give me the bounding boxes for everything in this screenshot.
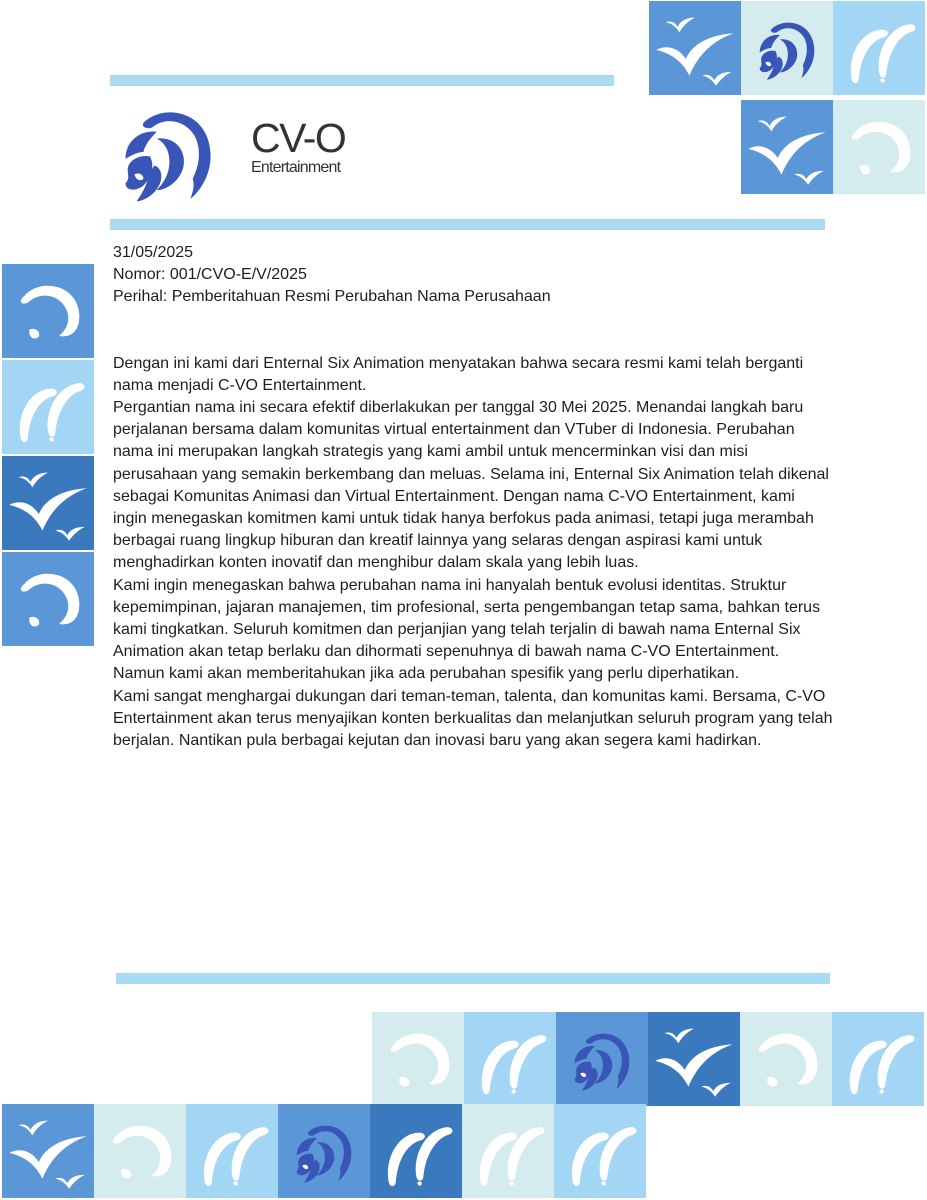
swoosh-icon [833, 100, 925, 194]
letter-body [113, 242, 833, 752]
letter-subject: Perihal: Pemberitahuan Resmi Perubahan Nama Perusahaan [113, 288, 551, 306]
double-swoosh-icon [2, 360, 94, 454]
decor-tile-double-swoosh [186, 1104, 278, 1198]
swoosh-icon [372, 1012, 464, 1106]
double-swoosh-icon [554, 1104, 646, 1198]
decor-tile-jellyfish [741, 1, 833, 95]
decor-tile-swoosh [833, 100, 925, 194]
decor-tile-double-swoosh [554, 1104, 646, 1198]
letter-number: Nomor: 001/CVO-E/V/2025 [113, 266, 307, 284]
company-logo [112, 96, 224, 208]
decor-tile-swoosh [2, 264, 94, 358]
letter-date: 31/05/2025 [113, 244, 194, 261]
birds-icon [741, 100, 833, 194]
birds-icon [649, 1, 741, 95]
swoosh-icon [94, 1104, 186, 1198]
double-swoosh-icon [833, 1, 925, 95]
decor-tile-double-swoosh [370, 1104, 462, 1198]
paragraph: Pergantian nama ini secara efektif diberlakukan per tanggal 30 Mei 2025. Menandai langkah baru perjalanan bersama dalam komunitas virtual entertainment dan VTuber di Indonesia. Perubahan nama ini merupakan langkah strategis yang kami ambil untuk mencerminkan visi dan misi perusahaan yang semakin berkembang dan meluas. Selama ini, Enternal Six Animation telah dikenal sebagai Komunitas Animasi dan Virtual Entertainment. Dengan nama C-VO Entertainment, kami ingin menegaskan komitmen kami untuk tidak hanya berfokus pada animasi, tetapi juga merambah berbagai ruang lingkup hiburan dan kreatif lainnya yang selaras dengan aspirasi kami untuk menghadirkan konten inovatif dan menghibur dalam skala yang lebih luas. [113, 399, 829, 572]
swoosh-icon [740, 1012, 832, 1106]
paragraph: Dengan ini kami dari Enternal Six Animation menyatakan bahwa secara resmi kami telah berganti nama menjadi C-VO Entertainment. [113, 354, 804, 394]
paragraph: Kami ingin menegaskan bahwa perubahan nama ini hanyalah bentuk evolusi identitas. Struktur kepemimpinan, jajaran manajemen, tim profesional, serta pengembangan tetap sama, bahkan terus kami tingkatkan. Seluruh komitmen dan perjanjian yang telah terjalin di bawah nama Enternal Six Animation akan tetap berlaku dan dihormati sepenuhnya di bawah nama C-VO Entertainment. Namun kami akan memberitahukan jika ada perubahan spesifik yang perlu diperhatikan. [113, 576, 821, 683]
double-swoosh-icon [832, 1012, 924, 1106]
decor-tile-jellyfish [278, 1104, 370, 1198]
decor-tile-swoosh [372, 1012, 464, 1106]
jellyfish-logo-icon [278, 1104, 370, 1198]
decor-tile-birds [2, 1104, 94, 1198]
decor-tile-swoosh [2, 552, 94, 646]
decor-tile-jellyfish [556, 1012, 648, 1106]
double-swoosh-icon [462, 1104, 554, 1198]
double-swoosh-icon [186, 1104, 278, 1198]
jellyfish-logo-icon [556, 1012, 648, 1106]
top-accent-bar [110, 75, 614, 86]
decor-tile-birds [741, 100, 833, 194]
decor-tile-swoosh [740, 1012, 832, 1106]
decor-tile-double-swoosh [462, 1104, 554, 1198]
decor-tile-double-swoosh [464, 1012, 556, 1106]
decor-tile-double-swoosh [833, 1, 925, 95]
double-swoosh-icon [464, 1012, 556, 1106]
swoosh-icon [2, 264, 94, 358]
brand-name: CV-O [251, 115, 346, 161]
footer-accent-bar [116, 973, 830, 984]
decor-tile-birds [649, 1, 741, 95]
birds-icon [2, 1104, 94, 1198]
decor-tile-double-swoosh [832, 1012, 924, 1106]
paragraph: Kami sangat menghargai dukungan dari teman-teman, talenta, dan komunitas kami. Bersama, C-VO Entertainment akan terus menyajikan konten berkualitas dan melanjutkan seluruh program yang telah berjalan. Nantikan pula berbagai kejutan dan inovasi baru yang akan segera kami hadirkan. [113, 687, 833, 750]
birds-icon [648, 1012, 740, 1106]
birds-icon [2, 456, 94, 550]
swoosh-icon [2, 552, 94, 646]
jellyfish-logo-icon [741, 1, 833, 95]
header-divider-bar [110, 219, 825, 230]
decor-tile-birds [2, 456, 94, 550]
decor-tile-birds [648, 1012, 740, 1106]
jellyfish-logo-icon [112, 96, 224, 208]
decor-tile-double-swoosh [2, 360, 94, 454]
brand-subtitle: Entertainment [251, 159, 341, 176]
double-swoosh-icon [370, 1104, 462, 1198]
decor-tile-swoosh [94, 1104, 186, 1198]
